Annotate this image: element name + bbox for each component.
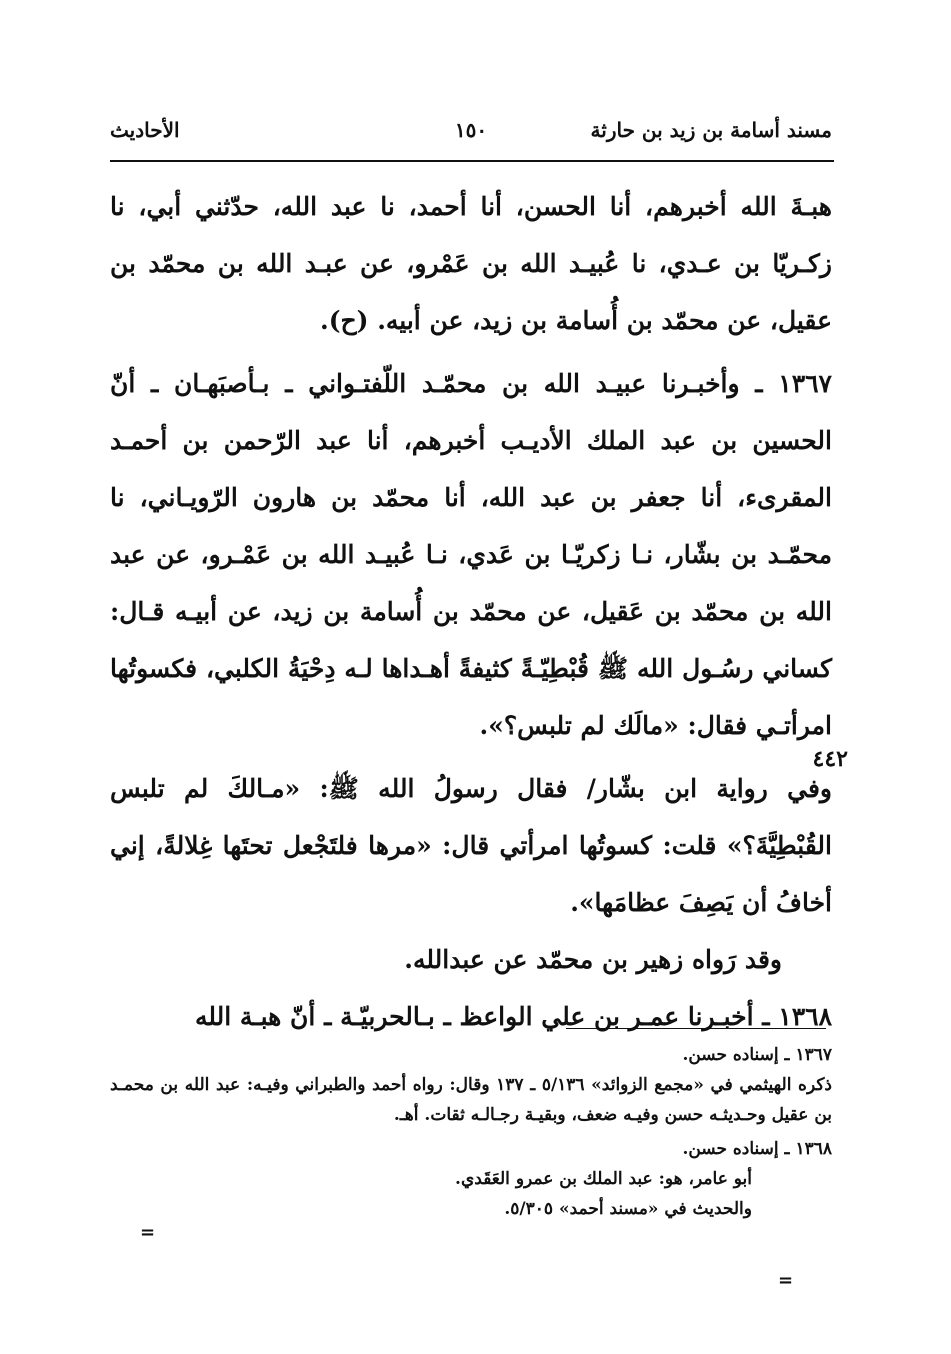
footnote-divider — [566, 1028, 826, 1029]
hadith-text: ـ وأخبـرنا عبيـد الله بن محمّـد اللّفتـواني ـ بـأصبَهـان ـ أنّ الحسين بن عبد الملك الأديـب أخبرهم، أنا عبد الرّحمن بن أحمـد المقرىء، أنا جعفر بن عبد الله، أنا محمّد بن هارون الرّويـاني، نا محمّـد بن بشّار، نـا زكريّـا بن عَدي، نـا عُبيـد الله بن عَمْـرو، عن عبد الله بن محمّد بن عَقيل، عن محمّد بن أُسامة بن زيد، عن أبيـه قـال: كساني رسُـول الله ﷺ قُبْطِيّـةً كثيفةً أهـداها لـه دِحْيَةُ الكلبي، فكسوتُها امرأتـي فقال: «مالَك لم تلبس؟». — [110, 369, 833, 740]
footnote-1-head: ١٣٦٧ ـ إسناده حسن. — [682, 1045, 832, 1065]
hadith-1368 — [110, 988, 832, 1045]
paragraph-continuation: هبـةَ الله أخبرهم، أنا الحسن، أنا أحمد، نا عبد الله، حدّثني أبي، نا زكـريّا بن عـدي، نا عُبيـد الله بن عَمْرو، عن عبـد الله بن محمّد بن عقيل، عن محمّد بن أُسامة بن زيد، عن أبيه. (ح). — [110, 192, 832, 335]
continuation-mark: = — [140, 1222, 156, 1243]
hadith-text: ـ أخبـرنا عمـر بن علي الواعظ ـ بـالحربيّـة ـ أنّ هبـة الله — [194, 1002, 770, 1031]
riwaya-paragraph: وفي رواية ابن بشّار/ فقال رسولُ الله ﷺ: «مـالكَ لم تلبس القُبْطِيَّةَ؟» قلت: كسوتُها امرأتي قال: «مرها فلتَجْعل تحتَها غِلالةً، إني أخافُ أن يَصِفَ عظامَها». — [110, 774, 832, 917]
footnote-2-line-1: أبو عامر، هو: عبد الملك بن عمرو العَقَدي. — [455, 1169, 752, 1189]
footnote-1-text: ذكره الهيثمي في «مجمع الزوائد» ٥/١٣٦ ـ ١٣٧ وقال: رواه أحمد والطبراني وفيـه: عبد الله بن محمـد بن عقيل وحـديثـه حسن وفيـه ضعف، وبقيـة رجـالـه ثقات. أهـ. — [110, 1075, 832, 1125]
manuscript-folio-marker: ٤٤٢ — [812, 746, 848, 772]
header-divider — [110, 160, 834, 162]
continuation-mark: = — [778, 1270, 794, 1291]
main-text — [110, 178, 832, 1045]
hadith-number: ١٣٦٧ — [778, 369, 832, 398]
note-paragraph: وقد رَواه زهير بن محمّد عن عبدالله. — [404, 945, 782, 974]
hadith-number: ١٣٦٨ — [778, 1002, 832, 1031]
section-title: الأحاديث — [110, 118, 180, 142]
hadith-1367 — [110, 355, 832, 754]
page-number: ١٥٠ — [454, 118, 488, 142]
book-title: مسند أسامة بن زيد بن حارثة — [590, 118, 832, 142]
footnote-2-line-2: والحديث في «مسند أحمد» ٥/٣٠٥. — [504, 1199, 752, 1219]
footnotes — [110, 1040, 832, 1224]
running-header — [110, 118, 832, 152]
footnote-2-head: ١٣٦٨ ـ إسناده حسن. — [682, 1139, 832, 1159]
